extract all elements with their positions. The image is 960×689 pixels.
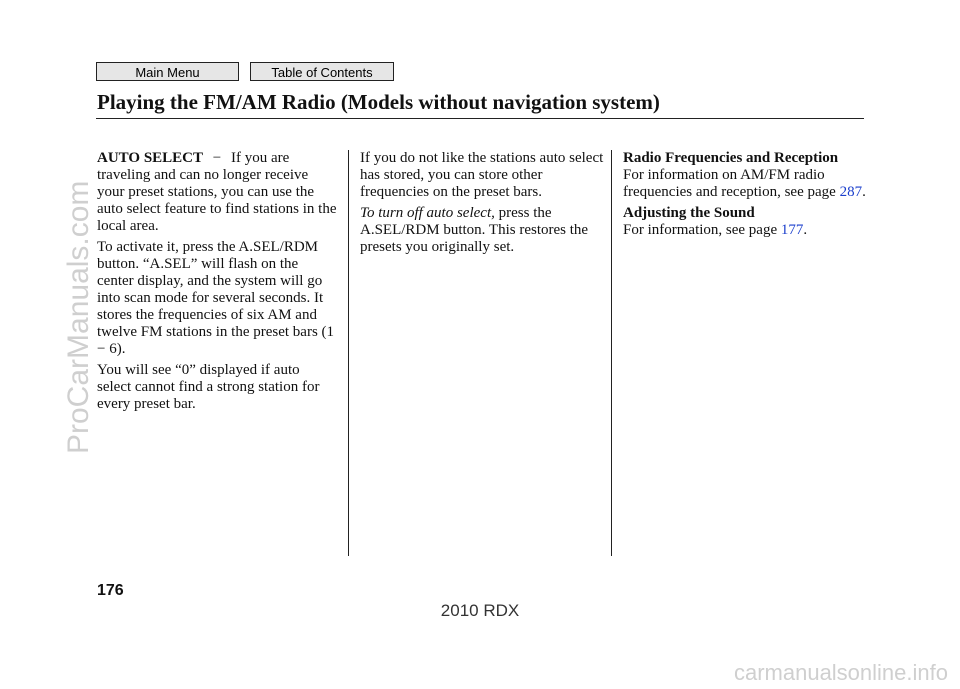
page-number: 176 <box>97 582 124 599</box>
table-of-contents-button[interactable]: Table of Contents <box>250 62 394 81</box>
model-footer: 2010 RDX <box>440 601 520 620</box>
period: . <box>862 184 866 200</box>
side-watermark: ProCarManuals.com <box>62 180 95 454</box>
section-heading-radio-frequencies: Radio Frequencies and Reception <box>623 150 839 166</box>
column-divider <box>611 150 612 556</box>
auto-select-title: AUTO SELECT <box>97 150 204 166</box>
store-other-paragraph: If you do not like the stations auto select has stored, you can store other frequencies on the preset bars. <box>360 150 604 200</box>
bottom-watermark: carmanualsonline.info <box>733 660 948 685</box>
heading-divider <box>96 118 864 119</box>
page-title: Playing the FM/AM Radio (Models without navigation system) <box>97 90 660 114</box>
page-link-287[interactable]: 287 <box>839 184 863 200</box>
turn-off-paragraph <box>360 205 605 256</box>
radio-frequencies-text: For information on AM/FM radio frequencies and reception, see page <box>623 167 840 200</box>
turn-off-text: press the A.SEL/RDM button. This restores the presets you originally set. <box>360 205 589 255</box>
auto-select-text: If you are traveling and can no longer receive your preset stations, you can use the auto select feature to find stations in the local area. <box>97 150 337 234</box>
auto-select-paragraph <box>97 150 337 235</box>
column-1 <box>97 150 337 417</box>
page-link-177[interactable]: 177 <box>780 222 804 238</box>
dash: − <box>212 150 222 166</box>
adjusting-sound-text: For information, see page <box>623 222 781 238</box>
main-menu-button[interactable]: Main Menu <box>96 62 239 81</box>
column-divider <box>348 150 349 556</box>
section-heading-adjusting-sound: Adjusting the Sound <box>623 205 755 221</box>
zero-display-paragraph: You will see “0” displayed if auto select cannot find a strong station for every preset bar. <box>97 362 320 412</box>
period: . <box>803 222 808 238</box>
turn-off-lead: To turn off auto select, <box>360 205 495 221</box>
column-2 <box>360 150 605 260</box>
activate-paragraph: To activate it, press the A.SEL/RDM button. “A.SEL” will flash on the center display, and the system will go into scan mode for several seconds. It stores the frequencies of six AM and twelve FM stations in the preset bars (1 − 6). <box>97 239 335 357</box>
column-3 <box>623 150 868 243</box>
